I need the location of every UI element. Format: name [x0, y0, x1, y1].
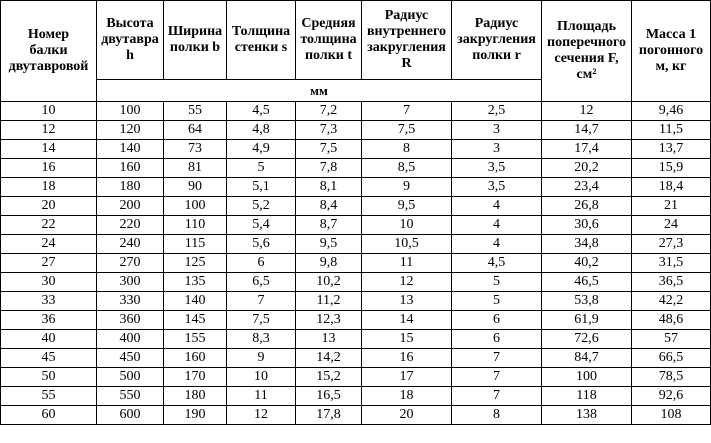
cell-height: 360	[97, 311, 164, 330]
cell-beam-number: 40	[1, 330, 97, 349]
cell-height: 140	[97, 140, 164, 159]
cell-area: 30,6	[542, 216, 632, 235]
header-mass-per-meter: Масса 1 погонного м, кг	[632, 1, 711, 102]
cell-beam-number: 36	[1, 311, 97, 330]
header-flange-thickness: Средняя толщина полки t	[296, 1, 362, 80]
header-wall-thickness: Толщина стенки s	[227, 1, 296, 80]
cell-flange-width: 140	[164, 292, 227, 311]
cell-flange-radius: 4	[452, 216, 542, 235]
cell-inner-radius: 18	[362, 387, 452, 406]
cell-flange-thickness: 8,4	[296, 197, 362, 216]
units-label: мм	[97, 80, 542, 102]
cell-beam-number: 22	[1, 216, 97, 235]
cell-wall-thickness: 5,1	[227, 178, 296, 197]
cell-area: 61,9	[542, 311, 632, 330]
cell-wall-thickness: 4,5	[227, 102, 296, 121]
cell-area: 53,8	[542, 292, 632, 311]
cell-mass: 21	[632, 197, 711, 216]
table-row	[1, 292, 711, 311]
cell-flange-thickness: 14,2	[296, 349, 362, 368]
cell-flange-width: 160	[164, 349, 227, 368]
table-row	[1, 178, 711, 197]
cell-beam-number: 27	[1, 254, 97, 273]
cell-flange-width: 73	[164, 140, 227, 159]
cell-mass: 57	[632, 330, 711, 349]
table-row	[1, 197, 711, 216]
cell-flange-thickness: 16,5	[296, 387, 362, 406]
cell-flange-width: 180	[164, 387, 227, 406]
cell-inner-radius: 15	[362, 330, 452, 349]
cell-height: 450	[97, 349, 164, 368]
cell-inner-radius: 9,5	[362, 197, 452, 216]
cell-inner-radius: 12	[362, 273, 452, 292]
cell-mass: 36,5	[632, 273, 711, 292]
cell-beam-number: 18	[1, 178, 97, 197]
cell-area: 40,2	[542, 254, 632, 273]
cell-area: 20,2	[542, 159, 632, 178]
cell-flange-thickness: 8,7	[296, 216, 362, 235]
cell-wall-thickness: 6	[227, 254, 296, 273]
cell-flange-radius: 3	[452, 140, 542, 159]
cell-wall-thickness: 11	[227, 387, 296, 406]
cell-height: 120	[97, 121, 164, 140]
cell-beam-number: 50	[1, 368, 97, 387]
cell-flange-thickness: 7,8	[296, 159, 362, 178]
table-row	[1, 254, 711, 273]
cell-inner-radius: 16	[362, 349, 452, 368]
cell-area: 14,7	[542, 121, 632, 140]
cell-mass: 11,5	[632, 121, 711, 140]
cell-height: 200	[97, 197, 164, 216]
cell-mass: 24	[632, 216, 711, 235]
cell-inner-radius: 9	[362, 178, 452, 197]
cell-mass: 108	[632, 406, 711, 425]
cell-flange-radius: 3,5	[452, 178, 542, 197]
cell-inner-radius: 10	[362, 216, 452, 235]
cell-height: 180	[97, 178, 164, 197]
cell-flange-thickness: 8,1	[296, 178, 362, 197]
cell-inner-radius: 17	[362, 368, 452, 387]
cell-mass: 27,3	[632, 235, 711, 254]
header-flange-radius: Радиус закругления полки r	[452, 1, 542, 80]
cell-flange-width: 135	[164, 273, 227, 292]
cell-inner-radius: 20	[362, 406, 452, 425]
cell-beam-number: 30	[1, 273, 97, 292]
cell-flange-width: 155	[164, 330, 227, 349]
table-body	[1, 102, 711, 425]
cell-flange-thickness: 7,3	[296, 121, 362, 140]
cell-height: 240	[97, 235, 164, 254]
cell-wall-thickness: 7,5	[227, 311, 296, 330]
cell-flange-thickness: 15,2	[296, 368, 362, 387]
cell-flange-radius: 4,5	[452, 254, 542, 273]
cell-flange-radius: 4	[452, 235, 542, 254]
cell-wall-thickness: 6,5	[227, 273, 296, 292]
cell-flange-thickness: 9,5	[296, 235, 362, 254]
header-flange-width: Ширина полки b	[164, 1, 227, 80]
cell-flange-radius: 6	[452, 330, 542, 349]
header-inner-radius: Радиус внутреннего закругления R	[362, 1, 452, 80]
cell-flange-radius: 8	[452, 406, 542, 425]
cell-flange-width: 100	[164, 197, 227, 216]
cell-area: 12	[542, 102, 632, 121]
cell-area: 84,7	[542, 349, 632, 368]
cell-flange-radius: 6	[452, 311, 542, 330]
cell-flange-width: 90	[164, 178, 227, 197]
cell-mass: 15,9	[632, 159, 711, 178]
cell-flange-thickness: 11,2	[296, 292, 362, 311]
cell-flange-thickness: 9,8	[296, 254, 362, 273]
cell-beam-number: 45	[1, 349, 97, 368]
cell-wall-thickness: 9	[227, 349, 296, 368]
cell-flange-radius: 4	[452, 197, 542, 216]
table-row	[1, 140, 711, 159]
cell-area: 138	[542, 406, 632, 425]
cell-inner-radius: 11	[362, 254, 452, 273]
cell-flange-radius: 3	[452, 121, 542, 140]
cell-flange-thickness: 7,5	[296, 140, 362, 159]
cell-mass: 48,6	[632, 311, 711, 330]
header-row	[1, 1, 711, 80]
cell-area: 23,4	[542, 178, 632, 197]
cell-beam-number: 24	[1, 235, 97, 254]
cell-area: 34,8	[542, 235, 632, 254]
cell-mass: 13,7	[632, 140, 711, 159]
cell-flange-width: 110	[164, 216, 227, 235]
cell-flange-thickness: 13	[296, 330, 362, 349]
cell-wall-thickness: 4,9	[227, 140, 296, 159]
cell-height: 400	[97, 330, 164, 349]
cell-wall-thickness: 5	[227, 159, 296, 178]
cell-flange-radius: 7	[452, 349, 542, 368]
cell-inner-radius: 7,5	[362, 121, 452, 140]
cell-area: 100	[542, 368, 632, 387]
cell-height: 330	[97, 292, 164, 311]
cell-inner-radius: 8,5	[362, 159, 452, 178]
cell-flange-width: 125	[164, 254, 227, 273]
table-row	[1, 235, 711, 254]
cell-flange-radius: 3,5	[452, 159, 542, 178]
cell-beam-number: 20	[1, 197, 97, 216]
cell-flange-width: 170	[164, 368, 227, 387]
cell-beam-number: 10	[1, 102, 97, 121]
cell-flange-thickness: 17,8	[296, 406, 362, 425]
cell-beam-number: 16	[1, 159, 97, 178]
cell-height: 220	[97, 216, 164, 235]
cell-flange-radius: 7	[452, 368, 542, 387]
cell-flange-width: 55	[164, 102, 227, 121]
cell-wall-thickness: 5,2	[227, 197, 296, 216]
cell-beam-number: 12	[1, 121, 97, 140]
cell-mass: 42,2	[632, 292, 711, 311]
cell-height: 550	[97, 387, 164, 406]
cell-mass: 18,4	[632, 178, 711, 197]
table-row	[1, 159, 711, 178]
cell-area: 72,6	[542, 330, 632, 349]
cell-mass: 92,6	[632, 387, 711, 406]
cell-inner-radius: 13	[362, 292, 452, 311]
cell-inner-radius: 8	[362, 140, 452, 159]
cell-mass: 78,5	[632, 368, 711, 387]
cell-height: 500	[97, 368, 164, 387]
cell-flange-thickness: 10,2	[296, 273, 362, 292]
cell-flange-radius: 5	[452, 292, 542, 311]
cell-height: 600	[97, 406, 164, 425]
cell-area: 46,5	[542, 273, 632, 292]
cell-wall-thickness: 5,6	[227, 235, 296, 254]
table-row	[1, 387, 711, 406]
cell-mass: 31,5	[632, 254, 711, 273]
cell-wall-thickness: 7	[227, 292, 296, 311]
cell-beam-number: 14	[1, 140, 97, 159]
cell-wall-thickness: 12	[227, 406, 296, 425]
cell-wall-thickness: 10	[227, 368, 296, 387]
cell-height: 270	[97, 254, 164, 273]
cell-flange-width: 115	[164, 235, 227, 254]
cell-wall-thickness: 4,8	[227, 121, 296, 140]
header-beam-number: Номер балки двутавровой	[1, 1, 97, 102]
cell-beam-number: 60	[1, 406, 97, 425]
cell-flange-thickness: 7,2	[296, 102, 362, 121]
table-row	[1, 273, 711, 292]
cell-area: 26,8	[542, 197, 632, 216]
table-row	[1, 349, 711, 368]
table-row	[1, 406, 711, 425]
cell-wall-thickness: 5,4	[227, 216, 296, 235]
cell-flange-width: 145	[164, 311, 227, 330]
cell-flange-radius: 7	[452, 387, 542, 406]
cell-beam-number: 33	[1, 292, 97, 311]
cell-flange-thickness: 12,3	[296, 311, 362, 330]
cell-wall-thickness: 8,3	[227, 330, 296, 349]
cell-beam-number: 55	[1, 387, 97, 406]
table-row	[1, 311, 711, 330]
cell-height: 160	[97, 159, 164, 178]
table-row	[1, 102, 711, 121]
cell-inner-radius: 10,5	[362, 235, 452, 254]
cell-flange-width: 81	[164, 159, 227, 178]
cell-height: 300	[97, 273, 164, 292]
cell-flange-radius: 2,5	[452, 102, 542, 121]
cell-mass: 9,46	[632, 102, 711, 121]
cell-area: 118	[542, 387, 632, 406]
cell-inner-radius: 7	[362, 102, 452, 121]
cell-flange-width: 64	[164, 121, 227, 140]
table-row	[1, 121, 711, 140]
header-cross-section-area: Площадь поперечного сечения F, см²	[542, 1, 632, 102]
cell-height: 100	[97, 102, 164, 121]
table-row	[1, 216, 711, 235]
header-height: Высота двутавра h	[97, 1, 164, 80]
cell-inner-radius: 14	[362, 311, 452, 330]
cell-mass: 66,5	[632, 349, 711, 368]
cell-flange-radius: 5	[452, 273, 542, 292]
cell-area: 17,4	[542, 140, 632, 159]
table-row	[1, 368, 711, 387]
cell-flange-width: 190	[164, 406, 227, 425]
table-row	[1, 330, 711, 349]
